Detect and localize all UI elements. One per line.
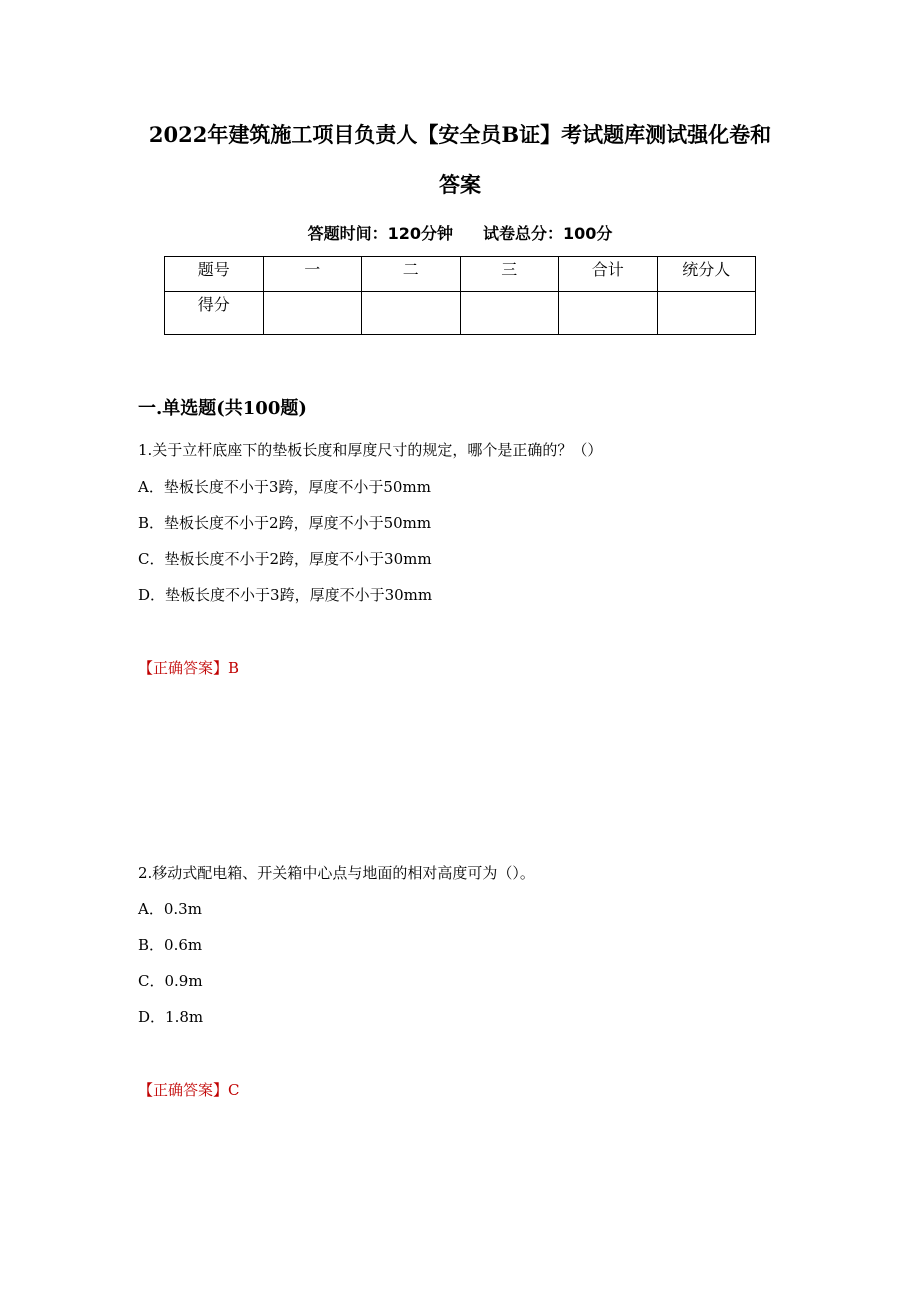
section-title: 一.单选题(共100题): [138, 398, 307, 419]
document-title-line2: 答案: [439, 172, 481, 197]
question-stem: 2.移动式配电箱、开关箱中心点与地面的相对高度可为（）。: [138, 864, 535, 882]
exam-total-score: 试卷总分：100分: [483, 224, 613, 243]
score-cell: [263, 292, 362, 335]
question-option: C．0.9m: [138, 972, 203, 990]
correct-answer: 【正确答案】C: [138, 1081, 240, 1099]
question-option: D．垫板长度不小于3跨，厚度不小于30mm: [138, 586, 433, 604]
score-header-cell: 合计: [559, 257, 658, 292]
score-row-label: 得分: [165, 292, 264, 335]
exam-time: 答题时间：120分钟: [307, 224, 453, 243]
question-option: A．垫板长度不小于3跨，厚度不小于50mm: [138, 478, 431, 496]
score-table-header-row: [165, 257, 756, 292]
score-cell: [559, 292, 658, 335]
question-option: B．垫板长度不小于2跨，厚度不小于50mm: [138, 514, 432, 532]
score-cell: [657, 292, 756, 335]
score-header-cell: 一: [263, 257, 362, 292]
score-table-score-row: [165, 292, 756, 335]
question-stem: 1.关于立杆底座下的垫板长度和厚度尺寸的规定，哪个是正确的？（）: [138, 441, 603, 459]
question-option: A．0.3m: [138, 900, 202, 918]
document-title-line1: 2022年建筑施工项目负责人【安全员B证】考试题库测试强化卷和: [148, 122, 772, 147]
score-header-cell: 统分人: [657, 257, 756, 292]
question-option: D．1.8m: [138, 1008, 204, 1026]
score-header-cell: 题号: [165, 257, 264, 292]
correct-answer: 【正确答案】B: [138, 659, 240, 677]
question-option: C．垫板长度不小于2跨，厚度不小于30mm: [138, 550, 432, 568]
score-header-cell: 二: [362, 257, 461, 292]
score-header-cell: 三: [460, 257, 559, 292]
score-cell: [362, 292, 461, 335]
score-cell: [460, 292, 559, 335]
question-option: B．0.6m: [138, 936, 203, 954]
score-table: [164, 256, 756, 335]
exam-meta: [0, 222, 920, 246]
